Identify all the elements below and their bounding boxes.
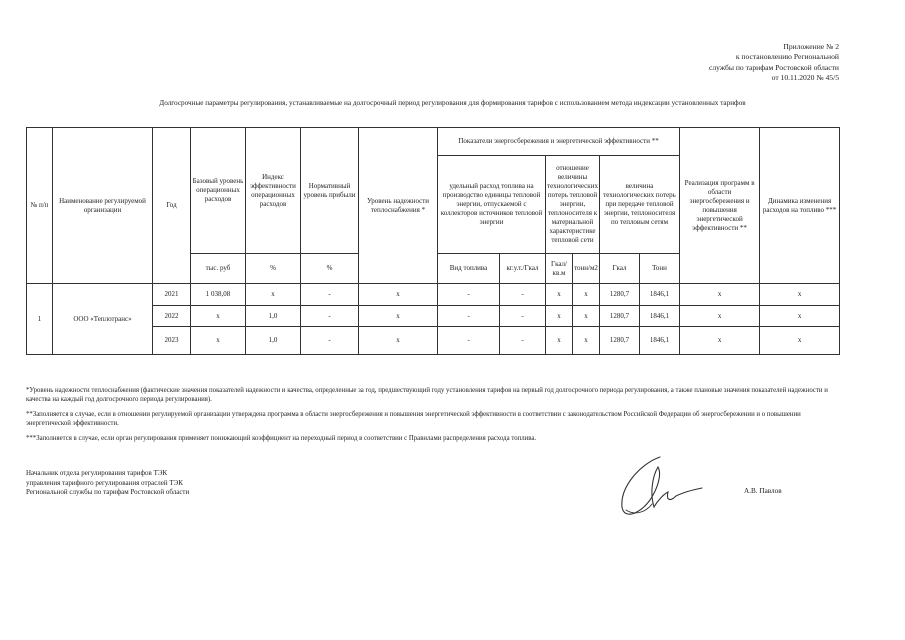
approval-line: Приложение № 2 [783, 42, 839, 51]
signer-line: Региональной службы по тарифам Ростовской области [26, 488, 190, 497]
footnote-energy-program: **Заполняется в случае, если в отношении регулируемой организации утверждена программа в области энергосбережения и повышения энергетической эффективности в соответствии с законодательством Российской Федерации об энергосбережении и о повышении энергетической эффективности. [26, 410, 801, 428]
cell-dynamics: х [760, 284, 840, 306]
footnote-fuel-dynamics: ***Заполняется в случае, если орган регулирования применяет понижающий коэффициент на переходный период в соответствии с Правилами распределения расхода топлива. [26, 434, 537, 442]
unit-index: % [246, 254, 301, 284]
cell-dynamics: х [760, 306, 840, 327]
header-losses: величина технологических потерь при передаче тепловой энергии, теплоносителя по тепловым сетям [600, 156, 680, 254]
cell-norm: - [301, 284, 359, 306]
header-ratio: отношение величины технологических потерь тепловой энергии, теплоносителя к материальной характеристике тепловой сети [546, 156, 600, 254]
cell-reliability: х [359, 306, 438, 327]
org-name: ООО «Теплотранс» [53, 284, 153, 355]
cell-year: 2023 [153, 327, 191, 355]
unit-base: тыс. руб [191, 254, 246, 284]
cell-index: 1,0 [246, 306, 301, 327]
approval-line: от 10.11.2020 № 45/5 [771, 73, 839, 83]
approval-block [709, 42, 839, 84]
cell-loss-gcal: 1280,7 [600, 306, 640, 327]
cell-index: 1,0 [246, 327, 301, 355]
cell-loss-gcal: 1280,7 [600, 284, 640, 306]
footnote-reliability: *Уровень надежности теплоснабжения (фактические значения показателей надежности и качества, определенные за год, предшествующий году установления тарифов на первый год долгосрочного периода регулирования, а также плановые значения показателей надежности и качества на каждый год долгосрочного периода регулирования). [26, 387, 828, 404]
approval-line: службы по тарифам Ростовской области [708, 62, 839, 72]
cell-fuel-rate: - [500, 327, 546, 355]
cell-ratio-ton: х [573, 327, 600, 355]
cell-loss-ton: 1846,1 [640, 306, 680, 327]
approval-line: к постановлению Региональной [735, 52, 839, 62]
header-fuel-rate: удельный расход топлива на производство единицы тепловой энергии, отпускаемой с коллекторов источников тепловой энергии [438, 156, 546, 254]
cell-ratio-ton: х [573, 284, 600, 306]
cell-ratio-ton: х [573, 306, 600, 327]
unit-ratio-ton: тонн/м2 [573, 254, 600, 284]
cell-norm: - [301, 306, 359, 327]
signer-name: А.В. Павлов [744, 487, 782, 495]
cell-ratio-gcal: х [546, 306, 573, 327]
cell-index: х [246, 284, 301, 306]
header-year: Год [153, 128, 191, 284]
unit-fuel-type: Вид топлива [438, 254, 500, 284]
unit-ratio-gcal: Гкал/ кв.м [546, 254, 573, 284]
cell-norm: - [301, 327, 359, 355]
cell-programs: х [680, 306, 760, 327]
cell-loss-gcal: 1280,7 [600, 327, 640, 355]
signer-line: Начальник отдела регулирования тарифов ТЭК [26, 469, 168, 477]
cell-fuel-type: - [438, 284, 500, 306]
header-org: Наименование регулируемой организации [53, 128, 153, 284]
cell-fuel-type: - [438, 306, 500, 327]
cell-base: 1 038,08 [191, 284, 246, 306]
header-dynamics: Динамика изменения расходов на топливо *** [760, 128, 840, 284]
table-row [27, 284, 840, 306]
cell-loss-ton: 1846,1 [640, 284, 680, 306]
unit-loss-ton: Тонн [640, 254, 680, 284]
signer-position [26, 469, 189, 498]
header-programs: Реализация программ в области энергосбережения и повышения энергетической эффективности ** [680, 128, 760, 284]
cell-ratio-gcal: х [546, 284, 573, 306]
header-index: Индекс эффективности операционных расходов [246, 128, 301, 254]
cell-base: х [191, 327, 246, 355]
cell-programs: х [680, 327, 760, 355]
header-num: № п/п [27, 128, 53, 284]
footnotes [26, 386, 838, 448]
cell-fuel-type: - [438, 327, 500, 355]
cell-year: 2021 [153, 284, 191, 306]
org-number: 1 [27, 284, 53, 355]
cell-reliability: х [359, 327, 438, 355]
cell-loss-ton: 1846,1 [640, 327, 680, 355]
cell-fuel-rate: - [500, 284, 546, 306]
parameters-table [26, 127, 840, 355]
cell-dynamics: х [760, 327, 840, 355]
signer-line: управления тарифного регулирования отраслей ТЭК [26, 478, 183, 487]
cell-year: 2022 [153, 306, 191, 327]
document-title: Долгосрочные параметры регулирования, устанавливаемые на долгосрочный период регулирования для формирования тарифов с использованием метода индексации установленных тарифов [159, 99, 746, 107]
header-reliability: Уровень надежности теплоснабжения * [359, 128, 438, 284]
header-energy-group: Показатели энергосбережения и энергетической эффективности ** [438, 128, 680, 156]
unit-norm: % [301, 254, 359, 284]
header-base: Базовый уровень операционных расходов [191, 128, 246, 254]
handwritten-signature [610, 452, 710, 529]
cell-programs: х [680, 284, 760, 306]
unit-fuel: кг.у.т./Гкал [500, 254, 546, 284]
cell-ratio-gcal: х [546, 327, 573, 355]
header-norm: Нормативный уровень прибыли [301, 128, 359, 254]
unit-loss-gcal: Гкал [600, 254, 640, 284]
cell-reliability: х [359, 284, 438, 306]
cell-fuel-rate: - [500, 306, 546, 327]
cell-base: х [191, 306, 246, 327]
